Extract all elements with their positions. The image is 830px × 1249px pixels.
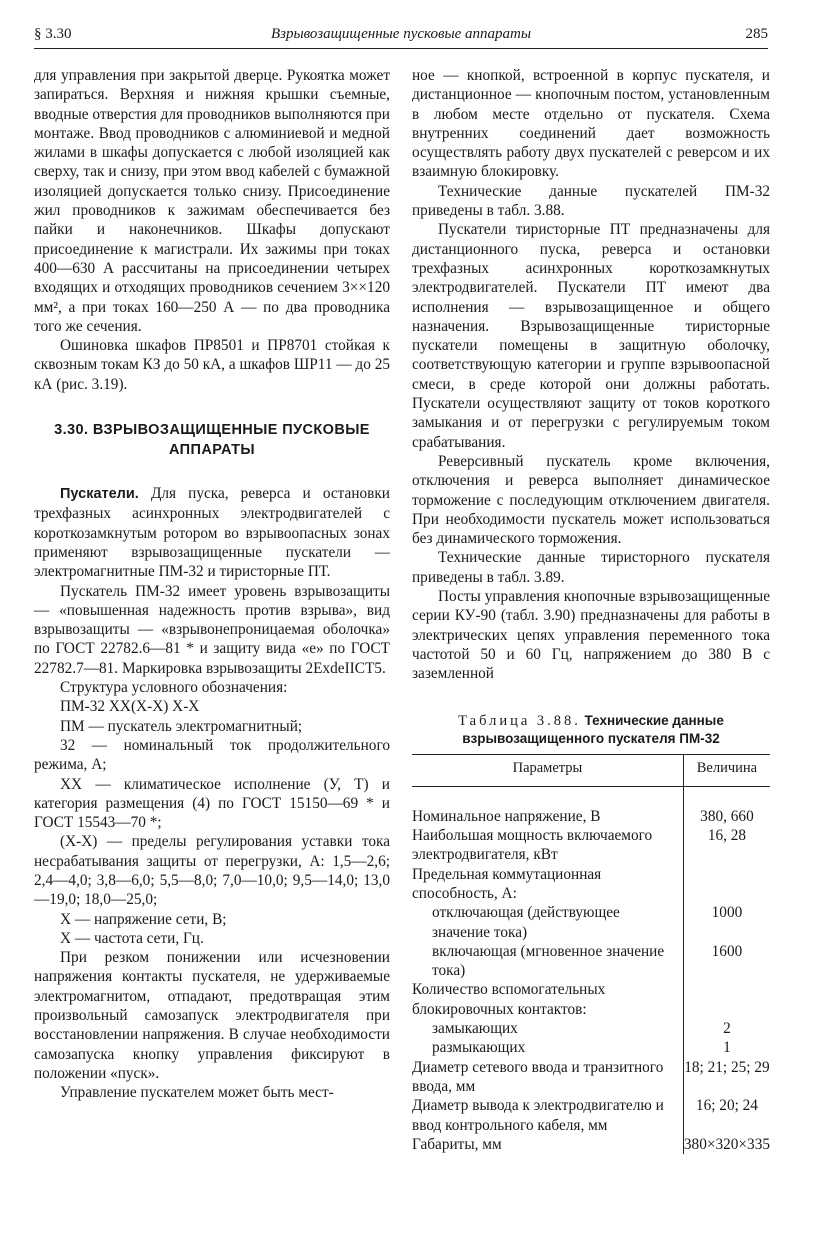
- paragraph: При резком понижении или исчезновении напряжения контакты пускателя, не удерживаемые электромагнитом, отпадают, предотвращая этим произвольный самозапуск электродвигателя при восстановлении напряжения. В случае необходимости самозапуска кнопку управления фиксируют в положении «пуск».: [34, 949, 390, 1082]
- run-in-heading: Пускатели.: [60, 486, 139, 503]
- table-cell: Наибольшая мощность включаемого электродвигателя, кВт: [412, 826, 683, 865]
- list-item: X — напряжение сети, В;: [60, 910, 227, 928]
- table-row: [412, 942, 770, 981]
- paragraph: Пускатель ПМ-32 имеет уровень взрывозащиты — «повышенная надежность против взрыва», вид взрывозащиты — «взрывонепроницаемая оболочка» по ГОСТ 22782.6—81 * и защиту вида «е» по ГОСТ 22782.7—81. Маркировка взрывозащиты 2ExdeIIСТ5.: [34, 582, 390, 677]
- table-row: [412, 826, 770, 865]
- table-caption: [412, 712, 770, 748]
- paragraph: Технические данные пускателей ПМ-32 приведены в табл. 3.88.: [412, 182, 770, 220]
- table-row: [412, 903, 770, 942]
- table-cell: 380×320×335: [683, 1135, 770, 1153]
- table-cell: 1600: [711, 942, 743, 960]
- list-item: XX — климатическое исполнение (У, Т) и категория размещения (4) по ГОСТ 15150—69 * и ГОСТ 15543—70 *;: [34, 775, 390, 832]
- paragraph: Технические данные тиристорного пускателя приведены в табл. 3.89.: [412, 549, 770, 586]
- table-cell: Предельная коммутационная способность, А:: [412, 865, 683, 904]
- page-number: 285: [745, 26, 768, 42]
- table-cell: 1000: [711, 904, 743, 922]
- column-header-parameters: Параметры: [412, 754, 683, 786]
- table-row: [412, 865, 770, 904]
- table-row: [412, 1058, 770, 1097]
- paragraph: Пускатели тиристорные ПТ предназначены для дистанционного пуска, реверса и остановки трехфазных асинхронных короткозамкнутых электродвигателей. Пускатели ПТ имеют два исполнения — взрывозащищенное и общего назначения. Взрывозащищенные тиристорные пускатели помещены в защитную оболочку, соответствующую категории и группе взрывоопасной смеси, в среде которой они должны работать. Пускатели осуществляют защиту от токов короткого замыкания и от перегрузки с регулируемым током срабатывания.: [412, 221, 770, 451]
- table-row: [412, 1038, 770, 1057]
- paragraph-text: Для пуска, реверса и остановки трехфазных асинхронных электродвигателей с короткозамкнутым ротором во взрывоопасных зонах применяют взрывозащищенные пускатели — электромагнитные ПМ-32 и тиристорные ПТ.: [34, 485, 390, 581]
- table-cell: 16; 20; 24: [695, 1097, 758, 1115]
- table-cell: 18; 21; 25; 29: [684, 1058, 770, 1076]
- paragraph: Реверсивный пускатель кроме включения, отключения и реверса выполняет динамическое торможение с последующим отключением двигателя. При необходимости пускатель может использоваться без динамического торможения.: [412, 452, 770, 548]
- table-row: [412, 1019, 770, 1038]
- paragraph: Ошиновка шкафов ПР8501 и ПР8701 стойкая к сквозным токам КЗ до 50 кА, а шкафов ШР11 — до 25 кА (рис. 3.19).: [34, 337, 390, 393]
- table-cell: Габариты, мм: [412, 1135, 683, 1154]
- paragraph: Структура условного обозначения:: [60, 679, 288, 697]
- table-cell: 16, 28: [707, 827, 747, 845]
- table-cell: отключающая (действующее значение тока): [412, 903, 683, 942]
- table-row: [412, 786, 770, 826]
- table-cell: Количество вспомогательных блокировочных контактов:: [412, 980, 683, 1019]
- right-column: [412, 66, 770, 1154]
- table-row: [412, 980, 770, 1019]
- data-table: [412, 754, 770, 1155]
- section-heading: 3.30. ВЗРЫВОЗАЩИЩЕННЫЕ ПУСКОВЫЕ АППАРАТЫ: [54, 422, 370, 459]
- table-cell: размыкающих: [412, 1038, 683, 1057]
- table-cell: 380, 660: [700, 807, 754, 825]
- table-row: [412, 1096, 770, 1135]
- table-cell: [683, 865, 770, 904]
- left-column: [34, 66, 390, 1103]
- paragraph: [34, 484, 390, 581]
- list-item: 32 — номинальный ток продолжительного режима, А;: [34, 736, 390, 774]
- list-item: ПМ — пускатель электромагнитный;: [60, 717, 303, 735]
- table-cell: замыкающих: [412, 1019, 683, 1038]
- paragraph: ное — кнопкой, встроенной в корпус пускателя, и дистанционное — кнопочным постом, установленным в любом месте отдельно от пускателя. Схема внутренних соединений дает возможность осуществлять работу двух пускателей с реверсом и их взаимную блокировку.: [412, 67, 770, 181]
- table-number: Таблица 3.88.: [458, 712, 581, 729]
- table-cell: Номинальное напряжение, В: [412, 786, 683, 826]
- paragraph: Управление пускателем может быть мест-: [60, 1084, 334, 1102]
- table-header-row: [412, 754, 770, 786]
- table-cell: 2: [723, 1020, 731, 1038]
- table-cell: [683, 980, 770, 1019]
- designation-formula: ПМ-32 XX(X-X) X-X: [60, 698, 200, 716]
- running-title: Взрывозащищенные пусковые аппараты: [270, 26, 532, 42]
- paragraph: Посты управления кнопочные взрывозащищенные серии КУ-90 (табл. 3.90) предназначены для работы в электрических цепях управления переменного тока частотой 50 и 60 Гц, напряжением до 380 В с заземленной: [412, 588, 770, 683]
- list-item: (X-X) — пределы регулирования уставки тока несрабатывания защиты от перегрузки, А: 1,5—2,6; 2,4—4,0; 3,8—6,0; 5,5—8,0; 7,0—10,0; 9,5—14,0; 13,0—19,0; 18,0—25,0;: [34, 833, 390, 909]
- table-cell: Диаметр сетевого ввода и транзитного ввода, мм: [412, 1058, 683, 1097]
- table-cell: Диаметр вывода к электродвигателю и ввод контрольного кабеля, мм: [412, 1096, 683, 1135]
- table-title: Технические данные взрывозащищенного пускателя ПМ-32: [462, 712, 724, 746]
- table-cell: включающая (мгновенное значение тока): [412, 942, 683, 981]
- paragraph: для управления при закрытой дверце. Рукоятка может запираться. Верхняя и нижняя крышки съемные, вводные отверстия для проводников выполняются при монтаже. Ввод проводников с алюминиевой и медной жилами в шкафы допускается с любой изоляцией как сверху, так и снизу, при этом ввод кабелей с бумажной изоляцией допускается только снизу. Присоединение жил проводников к зажимам обеспечивается без пайки и наконечников. Шкафы допускают присоединение к магистрали. Их зажимы при токах 400—630 А рассчитаны на присоединении четырех входящих и отходящих проводников сечением 3××120 мм², а при токах 160—250 А — по два проводника того же сечения.: [34, 67, 390, 335]
- column-header-value: Величина: [683, 754, 770, 786]
- list-item: X — частота сети, Гц.: [60, 929, 204, 947]
- table-cell: 1: [723, 1039, 731, 1057]
- table-row: [412, 1135, 770, 1154]
- running-header: [34, 22, 768, 49]
- section-number: § 3.30: [34, 26, 72, 42]
